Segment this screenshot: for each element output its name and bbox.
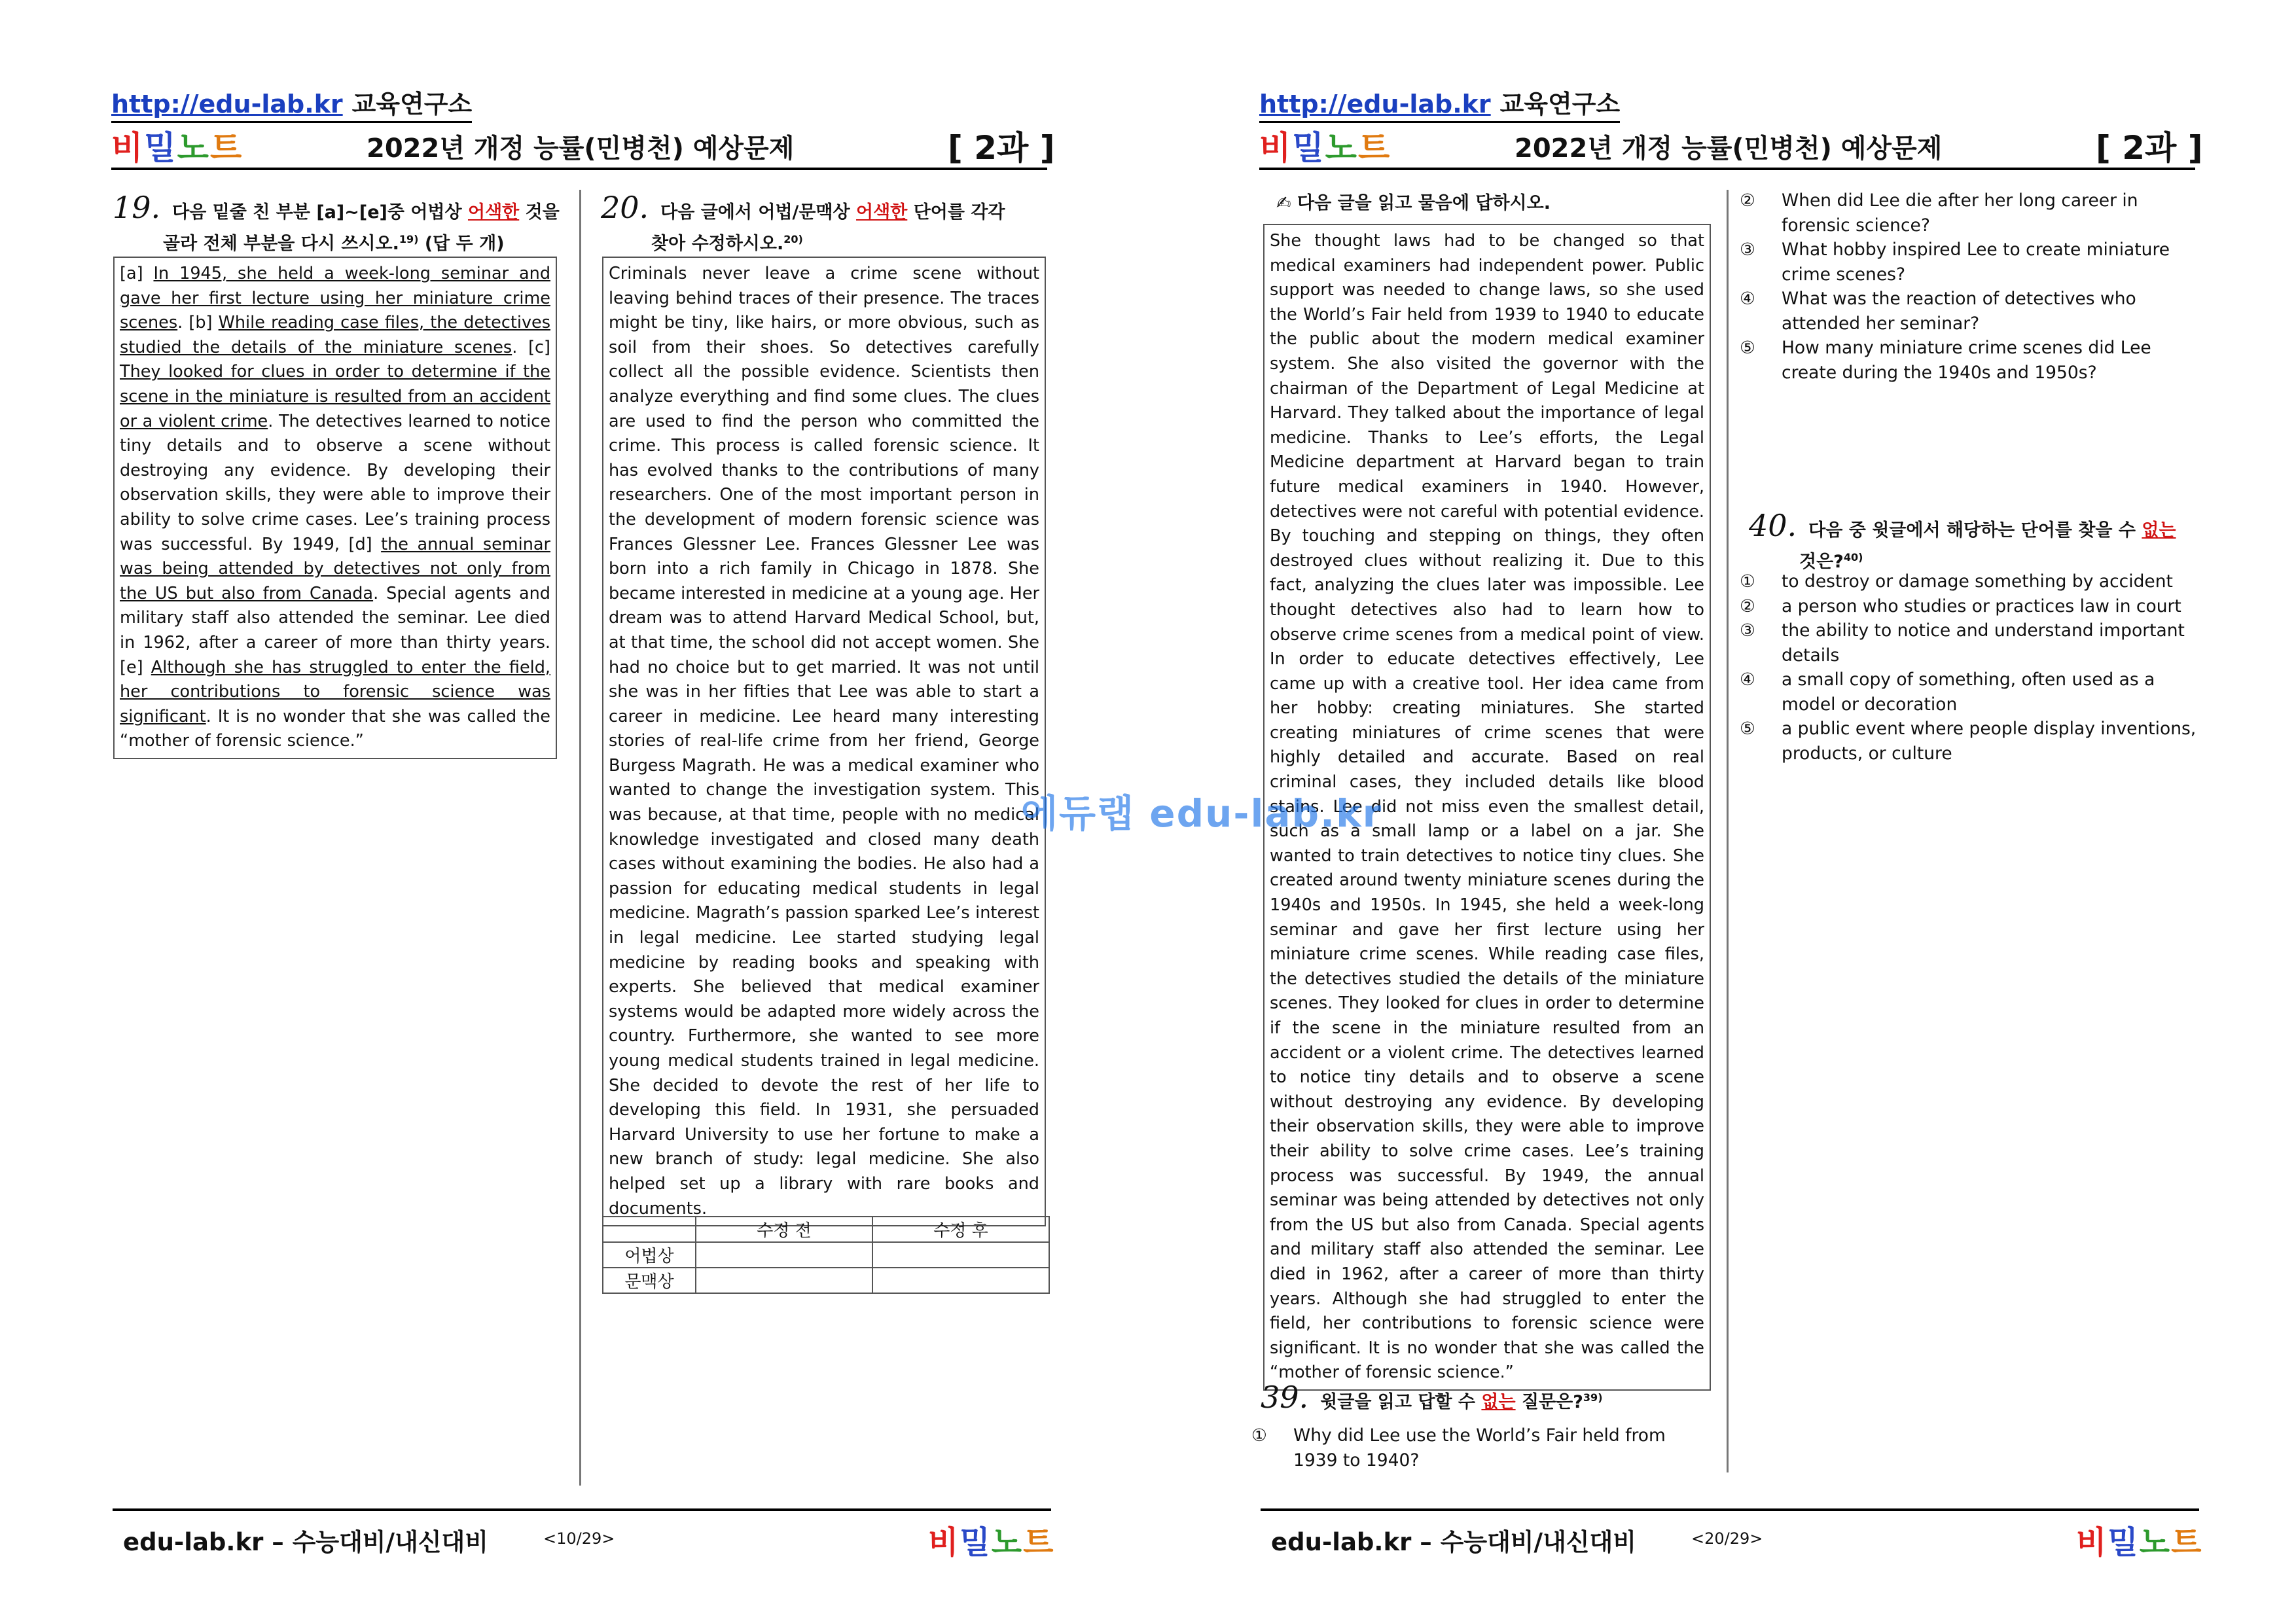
column-header-after: 수정 후 (872, 1217, 1049, 1242)
answer-option[interactable] (1740, 238, 2206, 287)
brand-char: 트 (209, 129, 243, 167)
brand-char: 비 (1259, 129, 1293, 167)
passage-text: . The detectives learned to notice tiny details and to observe a scene without destroying any evidence. By developing their observation skills, they were able to improve their ability to solve crime cases. Lee’s training process was successful. By 1949, [d] (120, 411, 551, 554)
option-marker: ③ (1740, 620, 1755, 641)
question-39-options-continued (1740, 188, 2206, 385)
brand-char: 비 (928, 1524, 960, 1561)
option-text: How many miniature crime scenes did Lee create during the 1940s and 1950s? (1782, 338, 2151, 383)
brand-char: 노 (2139, 1524, 2172, 1561)
prompt-text: 단어를 각각 (913, 202, 1005, 223)
brand-char: 밀 (2108, 1524, 2140, 1561)
brand-char: 트 (2171, 1524, 2203, 1561)
prompt-text: 질문은? (1522, 1392, 1583, 1412)
brand-char: 노 (991, 1524, 1024, 1561)
header-divider (1259, 168, 2195, 170)
column-header-before: 수정 전 (696, 1217, 872, 1242)
site-header (1259, 84, 1620, 123)
option-text: the ability to notice and understand important details (1782, 620, 2185, 666)
option-text: a small copy of something, often used as a model or decoration (1782, 669, 2155, 715)
watermark: 에듀랩 edu-lab.kr (1021, 791, 1383, 836)
question-19-passage (113, 257, 557, 759)
question-20-prompt (601, 190, 1052, 257)
answer-option[interactable] (1740, 188, 2206, 238)
answer-option[interactable] (1251, 1423, 1678, 1472)
segment-label: [a] (120, 264, 143, 283)
option-text: a public event where people display inventions, products, or culture (1782, 719, 2197, 764)
prompt-text: 것을 (525, 202, 560, 223)
column-divider (1727, 190, 1729, 1472)
option-text: What was the reaction of detectives who attended her seminar? (1782, 289, 2136, 334)
brand-logo (1259, 122, 1391, 169)
reading-direction: ✍ 다음 글을 읽고 물음에 답하시오. (1276, 193, 1551, 213)
column-divider (579, 190, 581, 1486)
site-header (111, 84, 472, 123)
option-marker: ④ (1740, 289, 1755, 309)
row-label-context: 문맥상 (603, 1268, 696, 1293)
footer-brand-logo (2076, 1517, 2203, 1562)
footer-site: edu-lab.kr – 수능대비/내신대비 (1271, 1528, 1637, 1556)
segment-label: . [b] (177, 313, 213, 333)
page-number: <20/29> (1691, 1529, 1763, 1548)
brand-char: 트 (1357, 129, 1391, 167)
prompt-text: 찾아 수정하시오. (651, 234, 784, 254)
answer-cell[interactable] (696, 1268, 872, 1293)
segment-label: . [c] (512, 337, 550, 357)
answer-cell[interactable] (696, 1242, 872, 1268)
site-url-link[interactable]: http://edu-lab.kr (111, 90, 343, 118)
answer-cell[interactable] (872, 1242, 1049, 1268)
question-number: 40. (1749, 508, 1797, 543)
emphasis-word: 어색한 (856, 202, 908, 223)
option-text: What hobby inspired Lee to create miniature crime scenes? (1782, 240, 2170, 285)
brand-char: 노 (177, 129, 210, 167)
question-39-options-first (1251, 1423, 1678, 1472)
lesson-label: [ 2과 ] (2096, 129, 2203, 167)
option-marker: ④ (1740, 669, 1755, 690)
option-text: When did Lee die after her long career in forensic science? (1782, 190, 2138, 236)
option-marker: ⑤ (1740, 719, 1755, 739)
brand-char: 비 (111, 129, 145, 167)
correction-table (602, 1216, 1050, 1294)
prompt-text: 골라 전체 부분을 다시 쓰시오. (163, 234, 399, 254)
footnote-marker: 20) (783, 233, 803, 245)
header-divider (111, 168, 1047, 170)
page-number: <10/29> (543, 1529, 615, 1548)
prompt-text: 다음 글에서 어법/문맥상 (660, 202, 850, 223)
question-40-prompt (1749, 508, 2220, 575)
brand-char: 밀 (1292, 129, 1325, 167)
option-marker: ① (1740, 571, 1755, 592)
question-39-prompt (1261, 1380, 1603, 1416)
underlined-segment-e: Although she has struggled to enter the field, her contributions to forensic science was significant (120, 657, 551, 726)
option-marker: ① (1251, 1425, 1267, 1446)
prompt-text: 다음 밑줄 친 부분 [a]~[e]중 어법상 (172, 202, 462, 223)
emphasis-word: 없는 (2142, 520, 2176, 541)
underlined-segment-c: They looked for clues in order to determine if the scene in the miniature is resulted from an accident or a violent crime (120, 362, 550, 431)
option-marker: ⑤ (1740, 338, 1755, 358)
exam-title: 2022년 개정 능률(민병천) 예상문제 (367, 134, 795, 164)
question-19-prompt (113, 190, 564, 257)
passage-text: . It is no wonder that she was called the “mother of forensic science.” (120, 706, 550, 751)
brand-char: 노 (1325, 129, 1358, 167)
row-label-grammar: 어법상 (603, 1242, 696, 1268)
footer-divider (113, 1508, 1051, 1511)
footer-divider (1261, 1508, 2199, 1511)
underlined-segment-a: In 1945, she held a week-long seminar and gave her first lecture using her miniature crime scenes (120, 264, 551, 333)
brand-char: 비 (2076, 1524, 2108, 1561)
brand-char: 트 (1023, 1524, 1055, 1561)
question-20-passage: Criminals never leave a crime scene without leaving behind traces of their presence. The traces might be tiny, like hairs, or more obvious, such as soil from their shoes. So detectives carefully collect all the possible evidence. Scientists then analyze everything and find some clues. The clues are used to find the person who committed the crime. This process is called forensic science. It has evolved thanks to the contributions of many researchers. One of the most important person in the development of modern forensic science was Frances Glessner Lee. Frances Glessner Lee was born into a rich family in Chicago in 1878. She became interested in medicine at a young age. Her dream was to attend Harvard Medical School, but, at that time, the school did not accept women. She had no choice but to get married. It was not until she was in her fifties that Lee was able to start a career in medicine. Lee heard many interesting stories of real-life crime from her friend, George Burgess Magrath. He was a medical examiner who wanted to change the investigation system. This was because, at that time, people with no medical knowledge investigated and closed many death cases without examining the bodies. He also had a passion for educating medical students in legal medicine. Magrath’s passion sparked Lee’s interest in legal medicine. Lee started studying legal medicine by reading books and speaking with experts. She believed that medical examiner systems would be adapted more widely across the country. Furthermore, she wanted to see more young medical students trained in legal medicine. She decided to devote the rest of her life to developing this field. In 1931, she persuaded Harvard University to use her fortune to make a new branch of study: legal medicine. She also helped set up a library with rare books and documents. (602, 257, 1046, 1226)
question-number: 39. (1261, 1380, 1309, 1415)
footer-site: edu-lab.kr – 수능대비/내신대비 (123, 1528, 489, 1556)
footer-brand-logo (928, 1517, 1055, 1562)
institute-name: 교육연구소 (351, 90, 473, 118)
table-corner-cell (603, 1217, 696, 1242)
option-marker: ③ (1740, 240, 1755, 260)
brand-char: 밀 (144, 129, 177, 167)
site-url-link[interactable]: http://edu-lab.kr (1259, 90, 1491, 118)
option-text: to destroy or damage something by accident (1782, 571, 2173, 592)
answer-cell[interactable] (872, 1268, 1049, 1293)
footnote-marker: 19) (399, 233, 419, 245)
answer-option[interactable] (1740, 336, 2206, 385)
answer-option[interactable] (1740, 668, 2206, 717)
answer-option[interactable] (1740, 287, 2206, 336)
emphasis-word: 없는 (1481, 1392, 1516, 1412)
reading-passage: She thought laws had to be changed so that medical examiners had independent power. Public support was needed to change laws, so she used the World’s Fair held from 1939 to 1940 to educate the public about the modern medical examiner system. She also visited the governor with the chairman of the Department of Legal Medicine at Harvard. They talked about the importance of legal medicine. Thanks to Lee’s efforts, the Legal Medicine department at Harvard began to train future medical examiners in 1940. However, detectives were not careful with potential evidence. By touching and stepping on things, they often destroyed clues without realizing it. Due to this fact, analyzing the clues later was impossible. Lee thought detectives also had to learn how to observe crime scenes from a medical point of view. In order to educate detectives effectively, Lee came up with a creative tool. Her idea came from her hobby: creating miniatures. She started creating miniatures of crime scenes that were highly detailed and accurate. Based on real criminal cases, they included details like blood stains. Lee did not miss even the smallest detail, such as a small lamp or a label on a jar. She wanted to train detectives to notice tiny clues. She created around twenty miniature scenes during the 1940s and 1950s. In 1945, she held a week-long seminar and gave her first lecture using her miniature crime scenes. While reading case files, the detectives studied the details of the miniature scenes. They looked for clues in order to determine if the scene in the miniature resulted from an accident or a violent crime. The detectives learned to notice tiny details and to observe a scene without destroying any evidence. By developing their observation skills, they were able to improve their ability to solve crime cases. Lee’s training process was successful. By 1949, the annual seminar was being attended by detectives not only from the US but also from Canada. Special agents and military staff also attended the seminar. Lee died in 1962, after a career of more than thirty years. Although she had struggled to enter the field, her contributions to forensic science were significant. It is no wonder that she was called the “mother of forensic science.” (1263, 224, 1711, 1391)
underlined-segment-d: the annual seminar was being attended by detectives not only from the US but also from Canada (120, 534, 551, 603)
question-number: 20. (601, 190, 649, 225)
prompt-text: 것은? (1799, 552, 1844, 572)
brand-char: 밀 (960, 1524, 992, 1561)
option-marker: ② (1740, 190, 1755, 211)
answer-option[interactable] (1740, 569, 2206, 594)
institute-name: 교육연구소 (1499, 90, 1621, 118)
prompt-text: 다음 중 윗글에서 해당하는 단어를 찾을 수 (1808, 520, 2136, 541)
emphasis-word: 어색한 (467, 202, 520, 223)
lesson-label: [ 2과 ] (948, 129, 1055, 167)
passage-text: . Special agents and military staff also attended the seminar. Lee died in 1962, after a career of more than thirty years. [e] (120, 583, 550, 677)
answer-option[interactable] (1740, 618, 2206, 668)
footnote-marker: 40) (1843, 551, 1863, 563)
question-40-options (1740, 569, 2206, 766)
prompt-text: 윗글을 읽고 답할 수 (1320, 1392, 1476, 1412)
option-text: Why did Lee use the World’s Fair held from 1939 to 1940? (1293, 1425, 1666, 1471)
footnote-marker: 39) (1583, 1391, 1603, 1404)
brand-logo (111, 122, 243, 169)
question-number: 19. (113, 190, 161, 225)
option-marker: ② (1740, 596, 1755, 616)
prompt-text: (답 두 개) (424, 234, 505, 254)
exam-title: 2022년 개정 능률(민병천) 예상문제 (1515, 134, 1943, 164)
underlined-segment-b: While reading case files, the detectives studied the details of the miniature scenes (120, 313, 551, 357)
answer-option[interactable] (1740, 594, 2206, 619)
option-text: a person who studies or practices law in court (1782, 596, 2181, 616)
answer-option[interactable] (1740, 717, 2206, 766)
